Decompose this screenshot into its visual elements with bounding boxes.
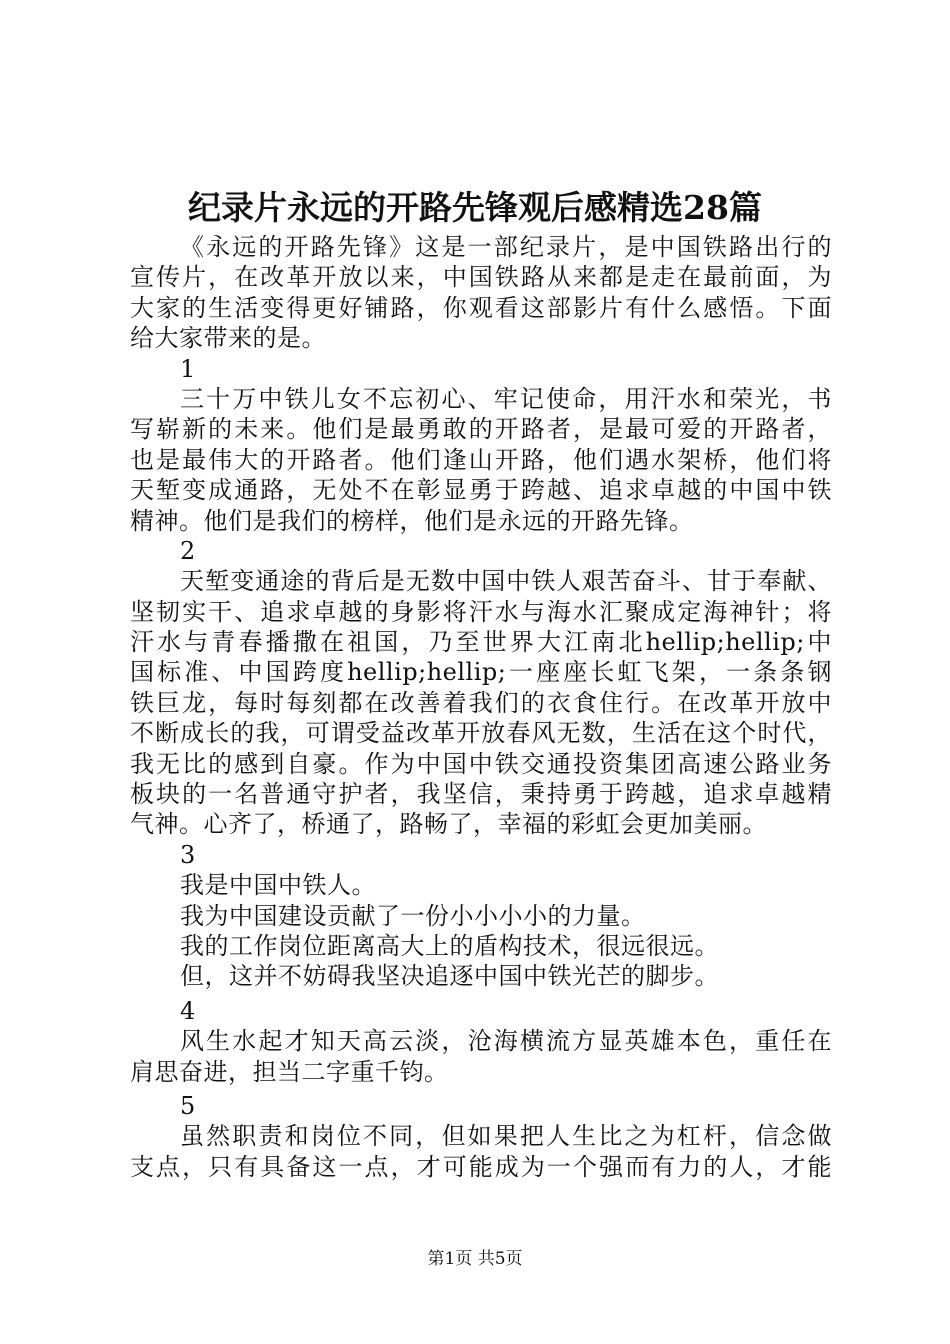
page-footer: 第1页 共5页 [427, 1249, 523, 1269]
text-line: 《永远的开路先锋》这是一部纪录片，是中国铁路出行的 [180, 233, 832, 261]
text-line: 不断成长的我，可谓受益改革开放春风无数，生活在这个时代， [130, 719, 832, 748]
section-number: 3 [180, 840, 196, 869]
section-number: 2 [180, 536, 196, 565]
text-line: 我无比的感到自豪。作为中国中铁交通投资集团高速公路业务 [130, 749, 832, 778]
text-line: 给大家带来的是。 [130, 324, 326, 353]
text-line: 但，这并不妨碍我坚决追逐中国中铁光芒的脚步。 [180, 962, 719, 991]
section-number: 5 [180, 1091, 196, 1120]
document-body [130, 232, 832, 1182]
text-line: 肩思奋进，担当二字重千钧。 [130, 1057, 449, 1086]
text-line: 虽然职责和岗位不同，但如果把人生比之为杠杆，信念做 [180, 1122, 832, 1151]
text-line: 风生水起才知天高云淡，沧海横流方显英雄本色，重任在 [180, 1027, 832, 1056]
text-line: 坚韧实干、追求卓越的身影将汗水与海水汇聚成定海神针；将 [130, 597, 832, 626]
text-line: 我是中国中铁人。 [180, 871, 376, 900]
text-line: 精神。他们是我们的榜样，他们是永远的开路先锋。 [130, 506, 694, 535]
text-line: 国标准、中国跨度hellip;hellip;一座座长虹飞架，一条条钢 [130, 658, 832, 687]
text-line: 铁巨龙，每时每刻都在改善着我们的衣食住行。在改革开放中 [130, 688, 832, 717]
text-line: 汗水与青春播撒在祖国，乃至世界大江南北hellip;hellip;中 [130, 628, 832, 657]
text-line: 我为中国建设贡献了一份小小小小的力量。 [180, 901, 646, 930]
text-line: 大家的生活变得更好铺路，你观看这部影片有什么感悟。下面 [130, 293, 832, 322]
text-line: 我的工作岗位距离高大上的盾构技术，很远很远。 [180, 931, 719, 960]
section-number: 1 [180, 354, 196, 383]
text-line: 三十万中铁儿女不忘初心、牢记使命，用汗水和荣光，书 [180, 384, 832, 413]
text-line: 天堑变通途的背后是无数中国中铁人艰苦奋斗、甘于奉献、 [180, 567, 832, 596]
text-line: 天堑变成通路，无处不在彰显勇于跨越、追求卓越的中国中铁 [130, 476, 832, 505]
section-number: 4 [180, 996, 196, 1025]
text-line: 也是最伟大的开路者。他们逢山开路，他们遇水架桥，他们将 [130, 445, 832, 474]
text-line: 气神。心齐了，桥通了，路畅了，幸福的彩虹会更加美丽。 [130, 810, 767, 839]
text-line: 支点，只有具备这一点，才可能成为一个强而有力的人，才能 [130, 1152, 832, 1181]
document-title: 纪录片永远的开路先锋观后感精选28篇 [188, 188, 762, 227]
text-line: 写崭新的未来。他们是最勇敢的开路者，是最可爱的开路者， [130, 415, 832, 444]
text-line: 宣传片，在改革开放以来，中国铁路从来都是走在最前面，为 [130, 263, 832, 292]
text-line: 板块的一名普通守护者，我坚信，秉持勇于跨越，追求卓越精 [130, 780, 832, 809]
